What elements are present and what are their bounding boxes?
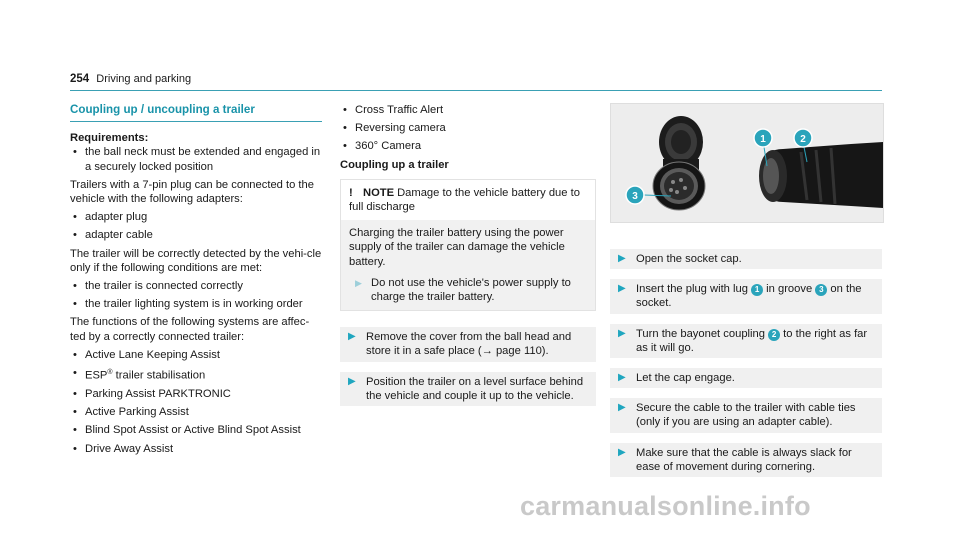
step-arrow-icon: ▶ [618,446,626,458]
callout-ref-3: 3 [815,284,827,296]
step-text: on the socket. [636,283,862,310]
adapters-list [70,210,322,242]
systems-list [70,348,322,456]
instruction-step [610,324,882,358]
list-item: • Drive Away Assist [70,442,322,456]
systems-intro: The functions of the following systems are affec-ted by a correctly connected trailer: [70,316,310,343]
step-arrow-icon: ▶ [618,283,626,295]
note-label: NOTE [363,186,395,199]
list-item: • adapter cable [70,228,322,242]
socket-plug-illustration [611,104,883,222]
step-arrow-icon: ▶ [618,253,626,264]
step-text: Position the trailer on a level surface behind the vehicle and couple it up to the vehicle. [366,375,584,402]
note-header [341,180,595,220]
note-body-text: Charging the trailer battery using the power supply of the trailer can damage the vehicle battery. [349,227,565,268]
step-text: Let the cap engage. [636,372,735,385]
systems-list-continued [340,103,596,154]
left-column [70,103,322,460]
esp-label: ESP [85,369,108,382]
instruction-step [610,368,882,388]
list-item: • Blind Spot Assist or Active Blind Spot Assist [70,423,322,437]
list-item: • the trailer is connected correctly [70,279,322,293]
requirements-label: Requirements: [70,132,149,145]
list-item: • Active Parking Assist [70,405,322,419]
step-text: to the right as far as it will go. [636,327,868,354]
adapters-intro: Trailers with a 7-pin plug can be connected to the vehicle with the following adapters: [70,178,314,206]
callout-ref-2: 2 [768,329,780,341]
list-item: • Active Lane Keeping Assist [70,348,322,362]
list-item: • adapter plug [70,210,322,224]
note-box [340,179,596,311]
list-item: • Cross Traffic Alert [340,103,596,117]
requirements-list [70,145,322,173]
requirement-item: • the ball neck must be extended and engaged in a securely locked position [70,145,322,173]
callout-label-3: 3 [632,191,638,202]
esp-item-text: trailer stabilisation [115,369,206,382]
list-item: • the trailer lighting system is in working order [70,297,322,311]
step-text: Open the socket cap. [636,253,742,265]
list-item: • 360° Camera [340,139,596,153]
instruction-step [610,249,882,269]
list-item: • Parking Assist PARKTRONIC [70,387,322,401]
callout-label-2: 2 [800,134,806,145]
step-text: Turn the bayonet coupling [636,327,769,340]
conditions-list [70,279,322,311]
registered-mark: ® [107,369,113,377]
note-text: Damage to the vehicle battery due to full discharge [349,186,580,214]
list-item: • Reversing camera [340,121,596,135]
step-text: in groove [763,283,816,296]
section-title: Coupling up / uncoupling a trailer [70,103,322,122]
instruction-step [340,372,596,406]
step-arrow-icon: ▶ [618,372,626,384]
instruction-step [610,398,882,432]
warning-icon: ! [349,186,353,199]
middle-column [340,103,596,416]
instruction-step [340,327,596,361]
step-arrow-icon: ▶ [618,327,626,339]
note-step-text: Do not use the vehicle's power supply to charge the trailer battery. [371,276,571,304]
step-arrow-icon: ▶ [348,375,356,387]
note-step [349,276,587,304]
page-number: 254 [70,73,90,85]
page-header [70,72,882,91]
chapter-title: Driving and parking [96,73,192,85]
step-text: Remove the cover from the ball head and store it in a safe place (→ page 110). [366,331,572,358]
list-item [70,366,322,383]
conditions-intro: The trailer will be correctly detected by the vehi-cle only if the following conditions are met: [70,247,322,274]
step-text: Make sure that the cable is always slack for ease of movement during cornering. [636,446,852,473]
instruction-step [610,279,882,313]
note-body [341,220,595,310]
trailer-socket-figure [610,103,884,223]
step-text: Insert the plug with lug [636,283,752,296]
step-arrow-icon: ▶ [348,331,356,343]
subsection-title: Coupling up a trailer [340,158,449,171]
step-arrow-icon: ▶ [618,402,626,414]
step-text: Secure the cable to the trailer with cable ties (only if you are using an adapter cable). [636,402,856,429]
instruction-step [610,443,882,477]
step-arrow-icon: ▶ [355,277,362,288]
right-column [610,103,882,487]
callout-label-1: 1 [760,134,766,145]
site-watermark: carmanualsonline.info [520,491,811,521]
callout-ref-1: 1 [751,284,763,296]
